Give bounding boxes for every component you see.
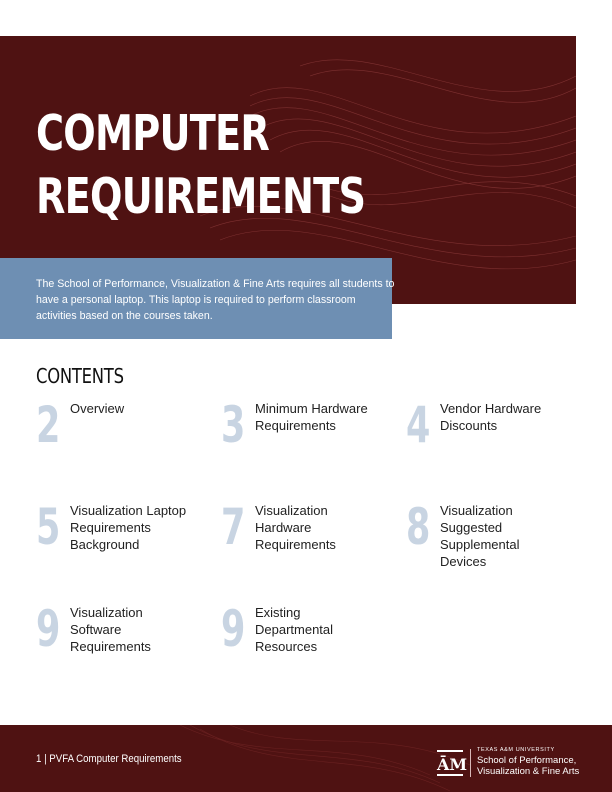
logo-divider [470,749,471,777]
footer-page-label: 1 | PVFA Computer Requirements [36,753,182,765]
toc-label: Visualization Software Requirements [70,605,151,654]
intro-text: The School of Performance, Visualization & Fine Arts requires all students to have a personal laptop. This laptop is required to perform classroom activities based on the courses taken. [36,278,395,322]
logo-school-name: School of Performance, Visualization & Fine Arts [477,755,580,777]
toc-label: Visualization Laptop Requirements Background [70,503,187,552]
toc-page-number: 4 [406,396,431,454]
toc-label: Overview [70,401,125,416]
toc-label: Minimum Hardware Requirements [255,401,368,433]
toc-label: Visualization Hardware Requirements [255,503,336,552]
intro-box [0,258,395,339]
toc-page-number: 3 [221,396,246,454]
toc-label: Existing Departmental Resources [255,605,334,654]
toc-label: Visualization Suggested Supplemental Devices [440,503,520,569]
logo-university-name: TEXAS A&M UNIVERSITY [477,747,555,753]
university-logo [437,747,587,779]
toc-page-number: 2 [36,396,61,454]
page-footer [0,725,612,792]
toc-page-number: 9 [36,600,61,658]
contents-heading: CONTENTS [36,364,124,388]
toc-page-number: 8 [406,498,431,556]
toc-page-number: 7 [221,498,246,556]
toc-label: Vendor Hardware Discounts [440,401,542,433]
title-line-1: COMPUTER [36,105,270,162]
title-line-2: REQUIREMENTS [36,168,366,225]
toc-page-number: 9 [221,600,246,658]
document-title [36,102,365,228]
toc-page-number: 5 [36,498,61,556]
atm-logo-mark: ĀM [437,750,463,776]
